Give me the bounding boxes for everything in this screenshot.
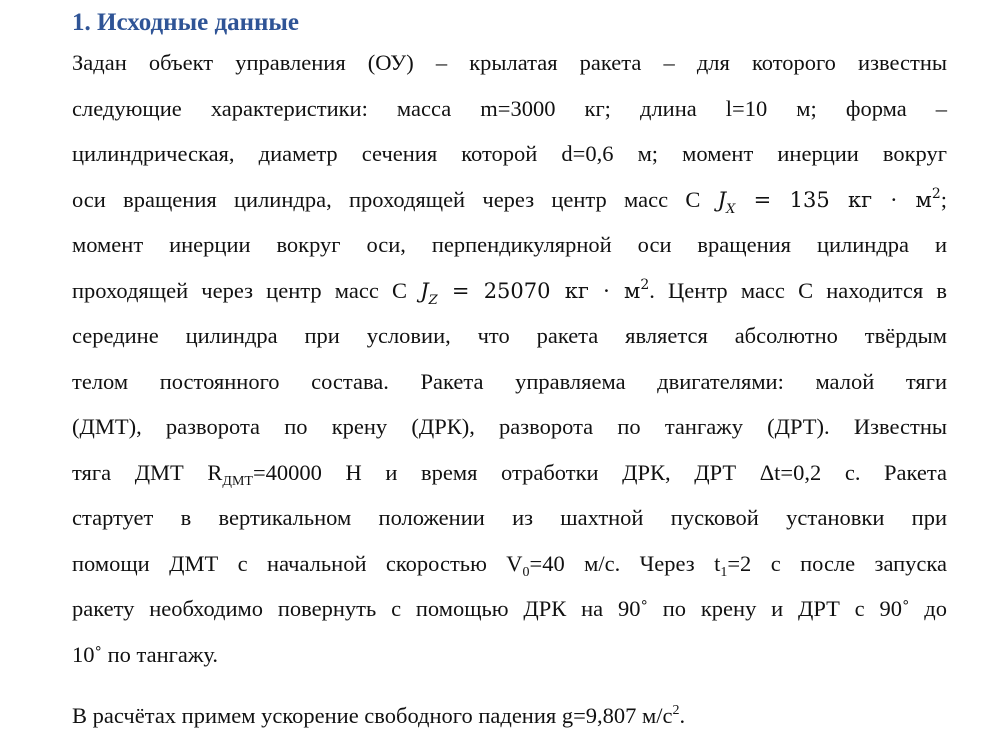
text-line-10 — [72, 450, 947, 496]
line-6-text: проходящей через центр масс С — [72, 277, 421, 303]
line-12-start: помощи ДМТ с начальной скоростью V — [72, 550, 523, 576]
jz-exponent: 2 — [640, 276, 650, 293]
gravity-end: . — [679, 703, 686, 728]
jx-subscript: X — [726, 201, 736, 217]
text-line-11: стартует в вертикальном положении из шахтной пусковой установки при — [72, 505, 947, 530]
jx-formula — [717, 185, 941, 217]
line-4-end: ; — [940, 186, 947, 212]
jz-symbol: J — [420, 278, 429, 303]
velocity-subscript: 0 — [522, 564, 530, 580]
text-line-7: середине цилиндра при условии, что ракета является абсолютно твёрдым — [72, 323, 947, 348]
text-line-3: цилиндрическая, диаметр сечения которой d=0,6 м; момент инерции вокруг — [72, 141, 947, 166]
text-line-5: момент инерции вокруг оси, перпендикулярной оси вращения цилиндра и — [72, 232, 947, 257]
line-12-middle: =40 м/с. Через t — [529, 550, 721, 576]
gravity-paragraph — [72, 696, 947, 740]
jz-value: = 25070 кг · м — [437, 278, 641, 303]
source-data-paragraph — [72, 40, 947, 677]
jx-symbol: J — [717, 187, 727, 212]
text-line-6 — [72, 268, 947, 314]
jz-formula — [420, 276, 650, 308]
thrust-subscript: ДМТ — [222, 473, 253, 489]
text-line-1: Задан объект управления (ОУ) – крылатая ракета – для которого известны — [72, 50, 947, 75]
gravity-text: В расчётах примем ускорение свободного падения g=9,807 м/с — [72, 703, 673, 728]
text-line-4 — [72, 177, 947, 223]
line-12-end: =2 с после запуска — [727, 550, 947, 576]
line-10-rest: =40000 Н и время отработки ДРК, ДРТ Δt=0,2 с. Ракета — [252, 459, 947, 485]
text-line-14: 10˚ по тангажу. — [72, 641, 219, 667]
section-heading: 1. Исходные данные — [72, 9, 300, 36]
line-6-end: . Центр масс С находится в — [649, 277, 948, 303]
text-line-13: ракету необходимо повернуть с помощью ДРК на 90˚ по крену и ДРТ с 90˚ до — [72, 596, 947, 621]
text-line-2: следующие характеристики: масса m=3000 кг; длина l=10 м; форма – — [72, 95, 947, 121]
time-subscript: 1 — [720, 564, 728, 580]
jz-subscript: Z — [428, 292, 438, 308]
gravity-exponent: 2 — [672, 703, 680, 718]
jx-value: = 135 кг · м — [735, 187, 932, 212]
line-4-text: оси вращения цилиндра, проходящей через центр масс С — [72, 186, 718, 212]
text-line-8: телом постоянного состава. Ракета управляема двигателями: малой тяги — [72, 368, 947, 394]
text-line-12 — [72, 541, 947, 587]
text-line-9: (ДМТ), разворота по крену (ДРК), разворота по тангажу (ДРТ). Известны — [72, 414, 947, 439]
line-10-start: тяга ДМТ R — [72, 459, 223, 485]
jx-exponent: 2 — [931, 185, 941, 202]
